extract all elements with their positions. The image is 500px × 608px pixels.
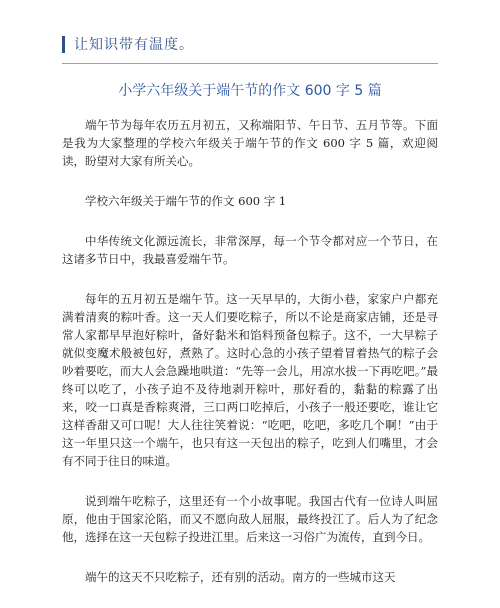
article-body	[62, 116, 438, 608]
body-paragraph: 每年的五月初五是端午节。这一天早早的，大街小巷，家家户户都充满着清爽的粽叶香。这一天人们要吃粽子，所以不论是商家店铺，还是寻常人家都早早泡好粽叶，备好黏米和馅料预备包粽子。这不，一大早粽子就似变魔术般被包好，煮熟了。这时心急的小孩子望着冒着热气的粽子会吵着要吃，而大人会急躁地哄道：“先等一会儿，用凉水拔一下再吃吧。”最终可以吃了，小孩子迫不及待地剥开粽叶，那好看的，黏黏的粽露了出来，咬一口真是香粽爽滑，三口两口吃掉后，小孩子一般还要吃，谁让它这样香甜又可口呢！大人往往笑着说：“吃吧，吃吧，多吃几个啊！”由于这一年里只这一个端午，也只有这一天包出的粽子，吃到人们嘴里，才会有不同于往日的味道。	[62, 292, 438, 468]
body-paragraph: 端午的这天不只吃粽子，还有别的活动。南方的一些城市这天	[85, 570, 396, 584]
body-paragraph: 中华传统文化源远流长，非常深厚，每一个节令都对应一个节日，在这诸多节日中，我最喜爱端午节。	[62, 234, 438, 266]
page-header	[62, 30, 438, 64]
article-title: 小学六年级关于端午节的作文 600 字 5 篇	[118, 83, 382, 99]
section-heading: 学校六年级关于端午节的作文 600 字 1	[85, 194, 287, 208]
header-accent-bar	[62, 36, 65, 53]
intro-paragraph: 端午节为每年农历五月初五，又称端阳节、午日节、五月节等。下面是我为大家整理的学校六年级关于端午节的作文 600 字 5 篇，欢迎阅读，盼望对大家有所关心。	[62, 118, 438, 168]
header-divider	[62, 63, 438, 64]
header-slogan: 让知识带有温度。	[74, 37, 194, 53]
body-paragraph: 说到端午吃粽子，这里还有一个小故事呢。我国古代有一位诗人叫屈原，他由于国家沦陷，而又不愿向敌人屈服，最终投江了。后人为了纪念他，选择在这一天包粽子投进江里。后来这一习俗广为流传，直到今日。	[62, 494, 438, 544]
